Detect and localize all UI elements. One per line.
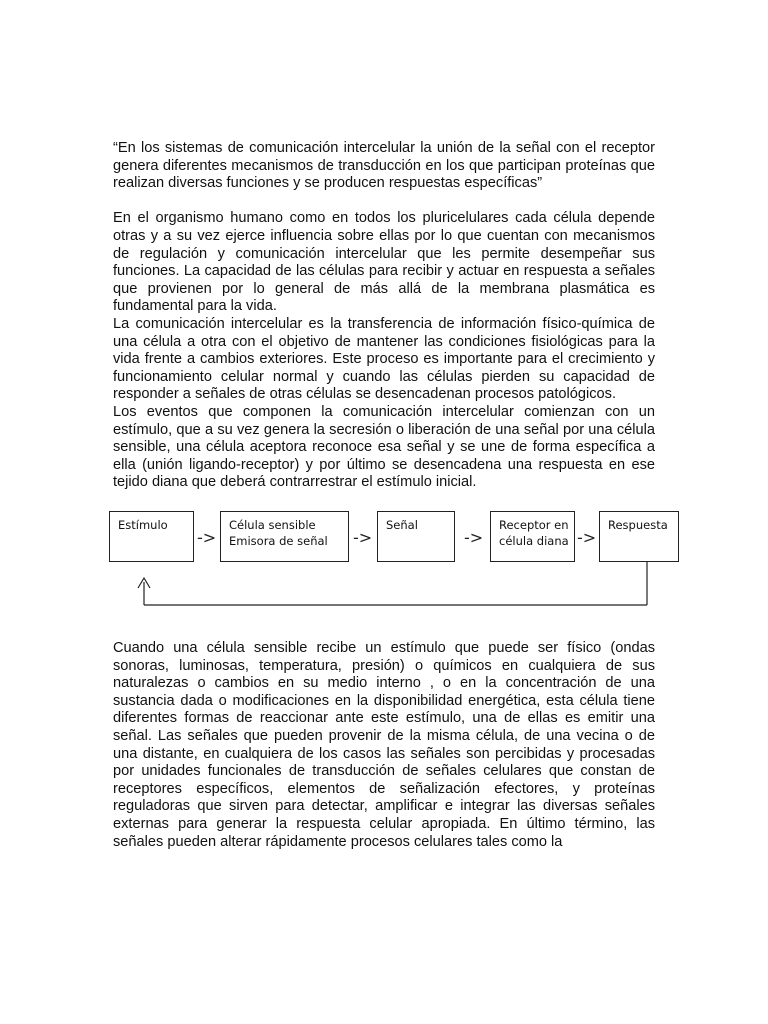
quote-paragraph: “En los sistemas de comunicación intercelular la unión de la señal con el receptor genera diferentes mecanismos de transducción en los que participan proteínas que realizan diversas funciones y se producen respuestas específicas” — [113, 140, 655, 192]
arrow-icon-3: -> — [464, 528, 484, 547]
box-respuesta-label: Respuesta — [608, 518, 668, 532]
paragraph-2: La comunicación intercelular es la transferencia de información físico-química de una célula a otra con el objetivo de mantener las condiciones fisiológicas para la vida frente a cambios exteriores. Este proceso es importante para el crecimiento y funcionamiento celular normal y cuando las células pierden su capacidad de responder a señales de otras células se desencadenan procesos patológicos. — [113, 315, 655, 403]
box-estimulo-label: Estímulo — [118, 518, 168, 532]
paragraph-gap — [113, 193, 655, 211]
box-senal — [377, 511, 455, 562]
text-block-top — [113, 140, 655, 492]
box-respuesta — [599, 511, 679, 562]
box-receptor-line1: Receptor en — [499, 518, 569, 532]
feedback-arrowhead-icon — [138, 578, 150, 588]
arrow-icon-2: -> — [353, 528, 373, 547]
box-celula-sensible-line1: Célula sensible — [229, 518, 316, 532]
box-estimulo — [109, 511, 194, 562]
box-receptor — [490, 511, 575, 562]
box-celula-sensible-line2: Emisora de señal — [229, 534, 328, 548]
paragraph-4: Cuando una célula sensible recibe un estímulo que puede ser físico (ondas sonoras, luminosas, temperatura, presión) o químicos en cualquiera de sus naturalezas o cambios en su medio interno , o en la concentración de una sustancia dada o modificaciones en la disponibilidad energética, esta célula tiene diferentes formas de reaccionar ante este estímulo, una de ellas es emitir una señal. Las señales que pueden provenir de la misma célula, de una vecina o de una distante, en cualquiera de los casos las señales son percibidas y procesadas por unidades funcionales de transducción de señales celulares que constan de receptores específicos, elementos de señalización efectores, y proteínas reguladoras que sirven para detectar, amplificar e integrar las diversas señales externas para generar la respuesta celular apropiada. En último término, las señales pueden alterar rápidamente procesos celulares tales como la — [113, 640, 655, 850]
box-receptor-line2: célula diana — [499, 534, 569, 548]
arrow-icon-4: -> — [577, 528, 597, 547]
box-celula-sensible — [220, 511, 349, 562]
text-block-bottom — [113, 640, 655, 851]
box-senal-label: Señal — [386, 518, 418, 532]
paragraph-1: En el organismo humano como en todos los pluricelulares cada célula depende otras y a su vez ejerce influencia sobre ellas por lo que cuentan con mecanismos de regulación y comunicación intercelular que les permite desempeñar sus funciones. La capacidad de las células para recibir y actuar en respuesta a señales que provienen por lo general de más allá de la membrana plasmática es fundamental para la vida. — [113, 210, 655, 315]
arrow-icon-1: -> — [197, 528, 217, 547]
paragraph-3: Los eventos que componen la comunicación intercelular comienzan con un estímulo, que a su vez genera la secresión o liberación de una señal por una célula sensible, una célula aceptora reconoce esa señal y se une de forma específica a ella (unión ligando-receptor) y por último se desencadena una respuesta en ese tejido diana que deberá contrarrestrar el estímulo inicial. — [113, 403, 655, 491]
